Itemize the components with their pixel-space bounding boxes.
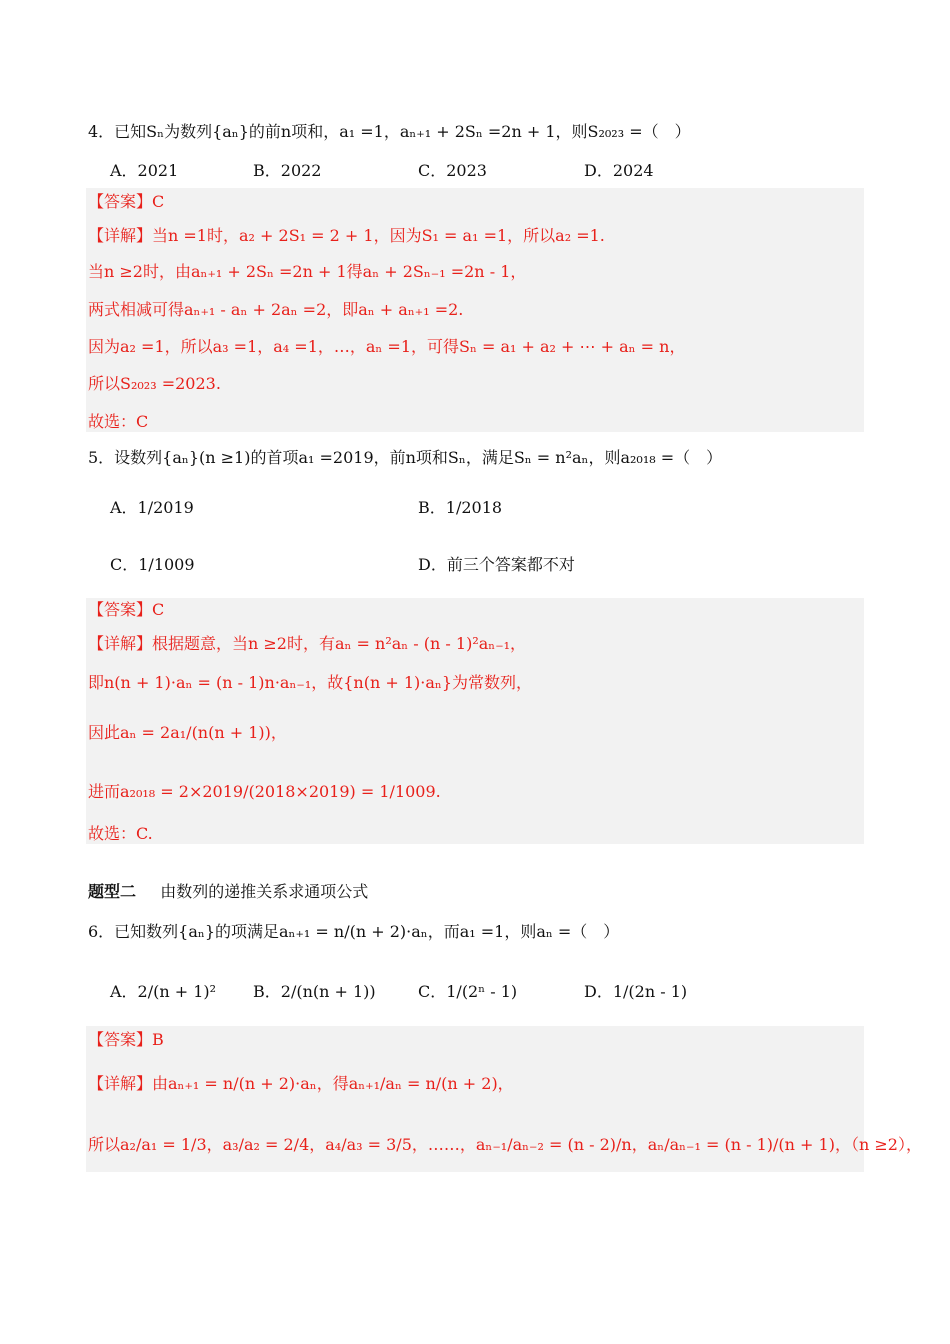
q6-option-b: B．2/(n(n + 1))	[253, 982, 376, 1001]
q5-detail-3: 因此aₙ = 2a₁/(n(n + 1))，	[88, 723, 287, 742]
q4-option-d: D．2024	[584, 161, 654, 180]
q5-stem: 5．设数列{aₙ}(n ≥1)的首项a₁ =2019，前n项和Sₙ，满足Sₙ = n²aₙ，则a₂₀₁₈ =（ ）	[88, 448, 723, 467]
q6-stem: 6．已知数列{aₙ}的项满足aₙ₊₁ = n/(n + 2)·aₙ，而a₁ =1，则aₙ =（ ）	[88, 922, 620, 941]
section-heading	[88, 880, 368, 904]
q5-detail-1: 【详解】根据题意，当n ≥2时，有aₙ = n²aₙ - (n - 1)²aₙ₋₁，	[88, 634, 527, 653]
q6-detail-2: 所以a₂/a₁ = 1/3，a₃/a₂ = 2/4，a₄/a₃ = 3/5，……，aₙ₋₁/aₙ₋₂ = (n - 2)/n，aₙ/aₙ₋₁ = (n - 1)/(n + 1)，（n ≥2），	[88, 1135, 922, 1154]
q4-detail-5: 所以S₂₀₂₃ =2023.	[88, 374, 221, 393]
q4-option-b: B．2022	[253, 161, 322, 180]
q5-option-b: B．1/2018	[418, 498, 503, 517]
q4-option-c: C．2023	[418, 161, 487, 180]
section-title: 由数列的递推关系求通项公式	[160, 882, 369, 901]
q5-choose: 故选：C.	[88, 824, 153, 843]
q6-option-c: C．1/(2ⁿ - 1)	[418, 982, 518, 1001]
q4-detail-3: 两式相减可得aₙ₊₁ - aₙ + 2aₙ =2，即aₙ + aₙ₊₁ =2.	[88, 300, 464, 319]
q4-choose: 故选：C	[88, 412, 149, 431]
q4-detail-4: 因为a₂ =1，所以a₃ =1，a₄ =1，…，aₙ =1，可得Sₙ = a₁ + a₂ + ⋯ + aₙ = n，	[88, 337, 686, 356]
q6-detail-1: 【详解】由aₙ₊₁ = n/(n + 2)·aₙ，得aₙ₊₁/aₙ = n/(n + 2)，	[88, 1074, 514, 1093]
q6-option-a: A．2/(n + 1)²	[110, 982, 217, 1001]
q6-answer: 【答案】B	[88, 1030, 164, 1049]
q6-option-d: D．1/(2n - 1)	[584, 982, 688, 1001]
q5-answer: 【答案】C	[88, 600, 165, 619]
q4-detail-1: 【详解】当n =1时，a₂ + 2S₁ = 2 + 1，因为S₁ = a₁ =1，所以a₂ =1.	[88, 226, 605, 245]
q4-answer: 【答案】C	[88, 192, 165, 211]
q5-option-d: D．前三个答案都不对	[418, 555, 575, 574]
q5-detail-2: 即n(n + 1)·aₙ = (n - 1)n·aₙ₋₁，故{n(n + 1)·aₙ}为常数列，	[88, 673, 532, 692]
section-label: 题型二	[88, 882, 137, 901]
q4-detail-2: 当n ≥2时，由aₙ₊₁ + 2Sₙ =2n + 1得aₙ + 2Sₙ₋₁ =2n - 1，	[88, 262, 527, 281]
q4-stem: 4．已知Sₙ为数列{aₙ}的前n项和，a₁ =1，aₙ₊₁ + 2Sₙ =2n + 1，则S₂₀₂₃ =（ ）	[88, 122, 691, 141]
q5-option-c: C．1/1009	[110, 555, 195, 574]
q4-option-a: A．2021	[110, 161, 179, 180]
q5-option-a: A．1/2019	[110, 498, 194, 517]
q5-detail-4: 进而a₂₀₁₈ = 2×2019/(2018×2019) = 1/1009.	[88, 782, 441, 801]
